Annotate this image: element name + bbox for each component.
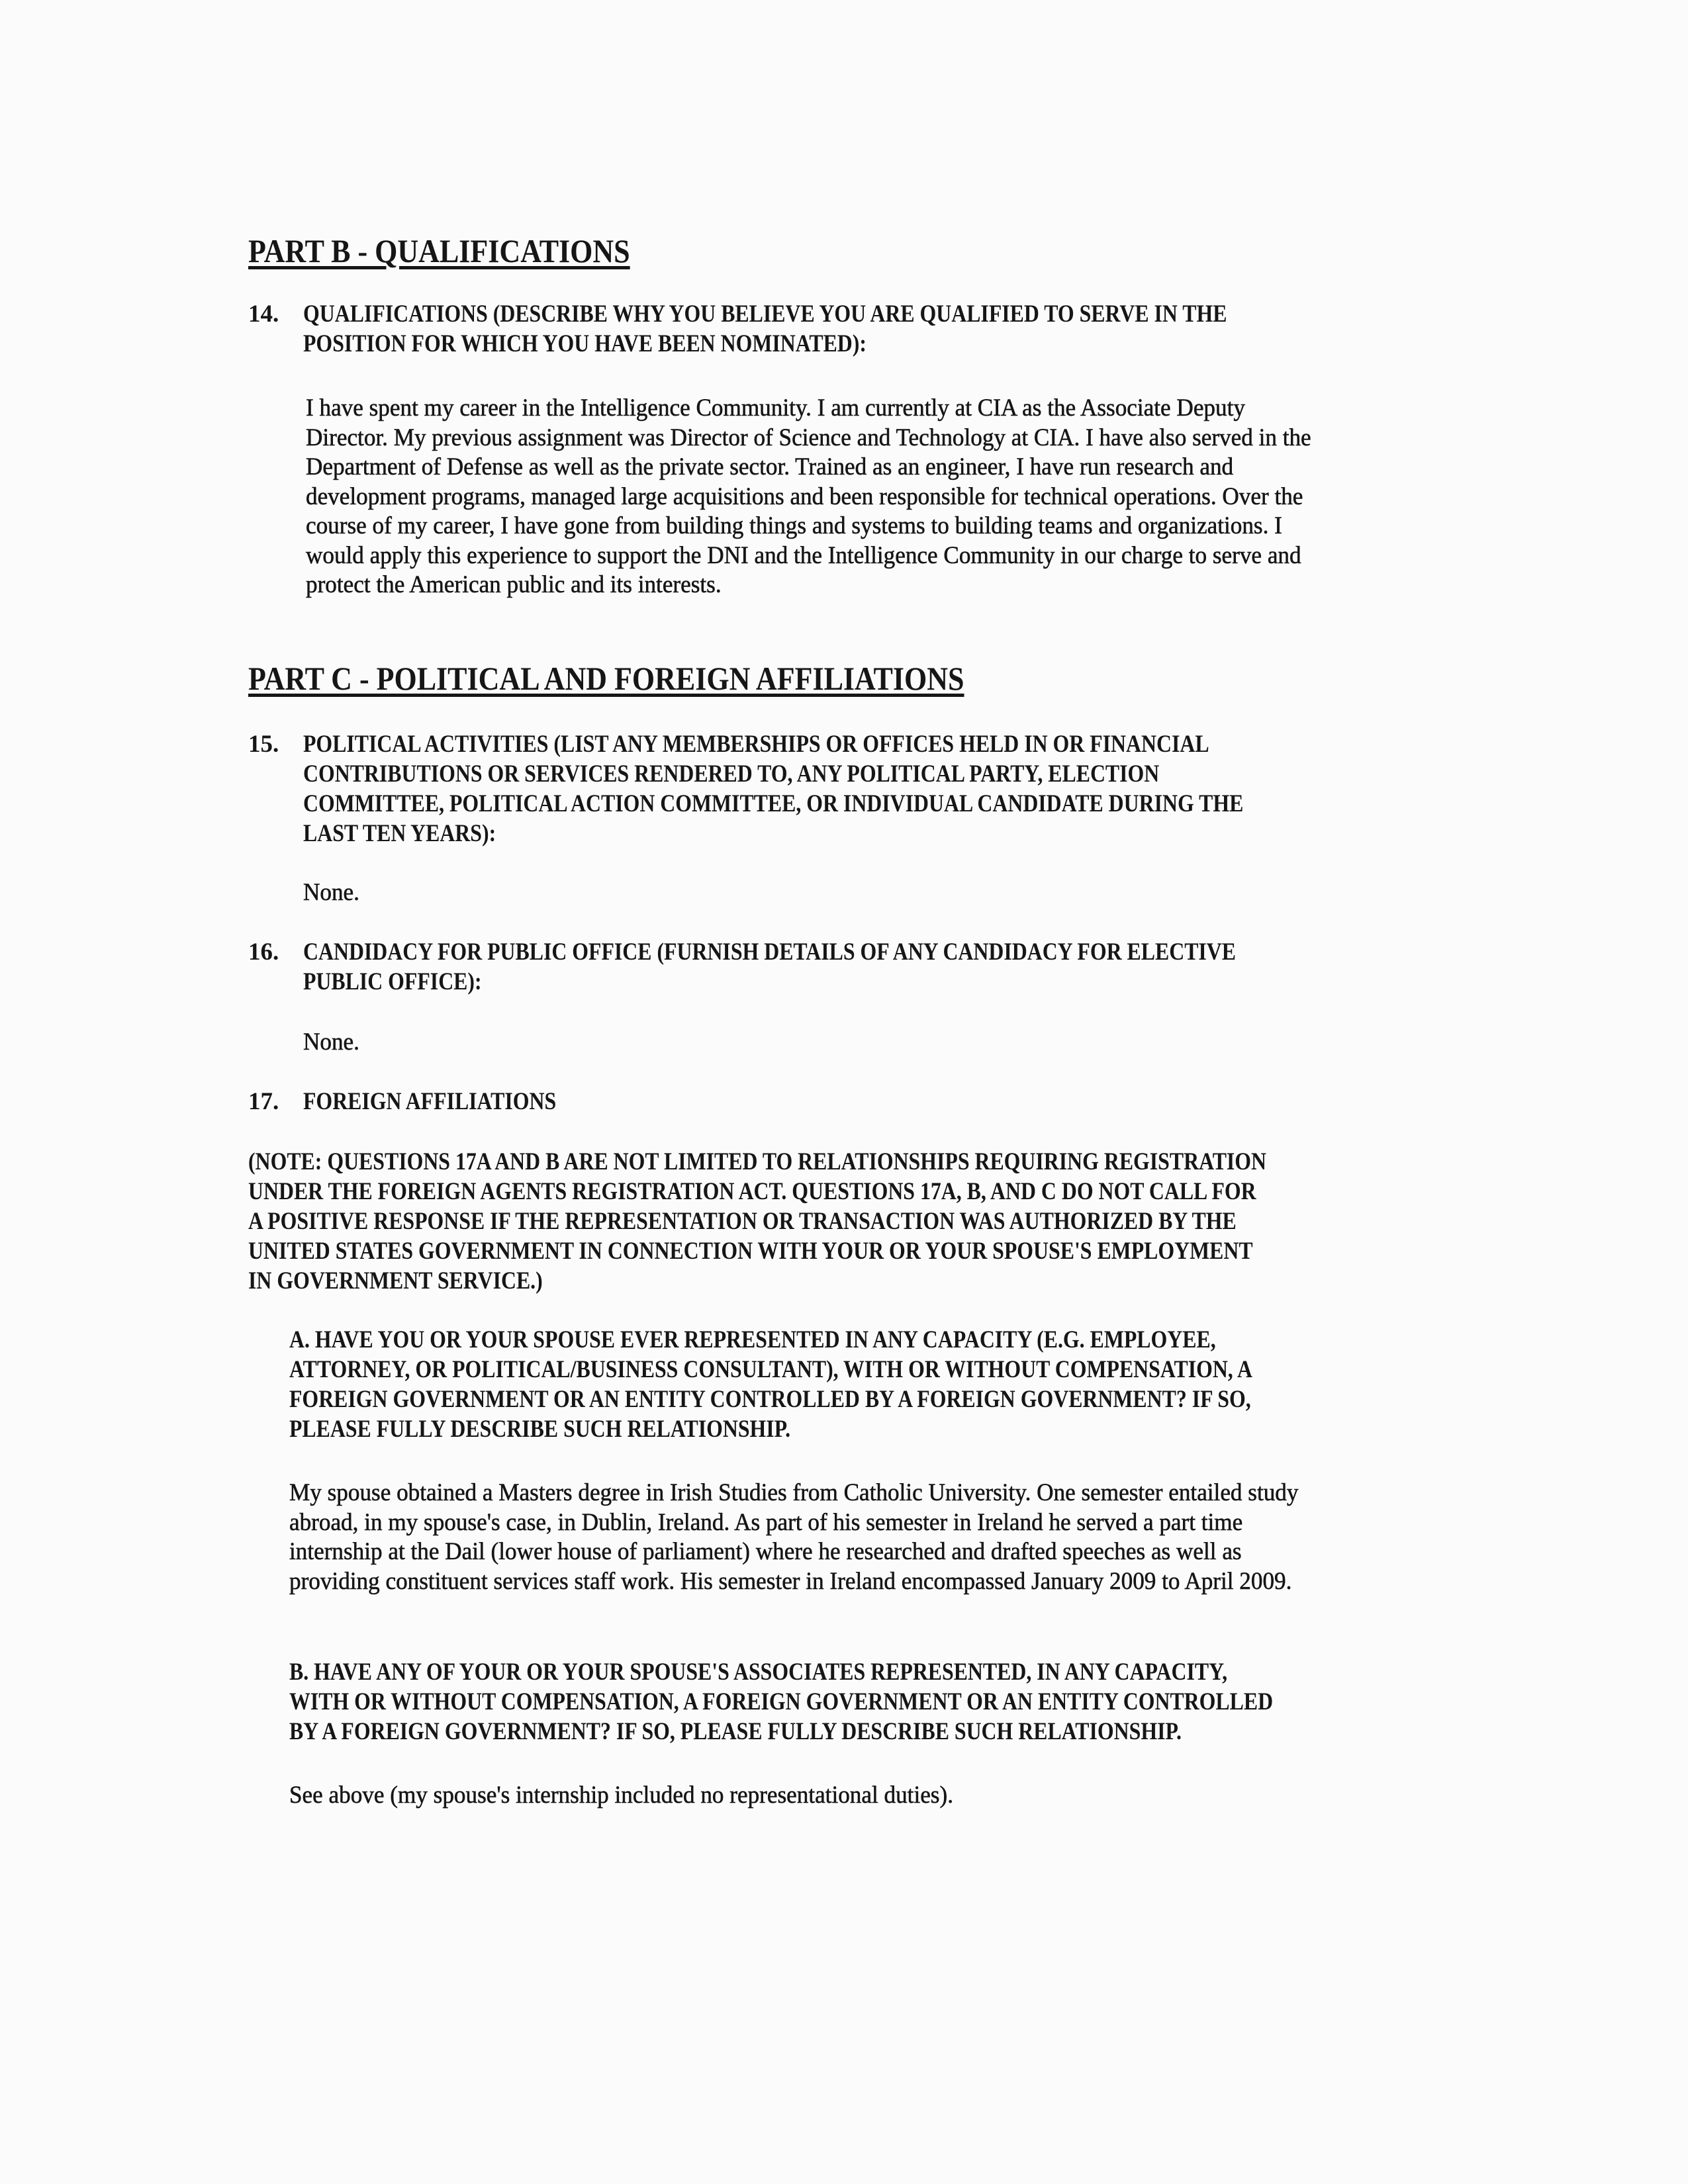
q14-answer: [306, 394, 1311, 600]
question-line: QUALIFICATIONS (DESCRIBE WHY YOU BELIEVE YOU ARE QUALIFIED TO SERVE IN THE: [303, 300, 1227, 328]
question-line: LAST TEN YEARS):: [303, 820, 496, 847]
answer-line: Director. My previous assignment was Director of Science and Technology at CIA. I have also served in the: [306, 424, 1311, 451]
q17-number: 17.: [248, 1088, 279, 1115]
question-line: PLEASE FULLY DESCRIBE SUCH RELATIONSHIP.: [289, 1416, 791, 1443]
answer-line: My spouse obtained a Masters degree in Irish Studies from Catholic University. One semester entailed study: [289, 1479, 1299, 1506]
answer-line: course of my career, I have gone from building things and systems to building teams and organizations. I: [306, 512, 1282, 539]
answer-line: abroad, in my spouse's case, in Dublin, Ireland. As part of his semester in Ireland he served a part time: [289, 1508, 1243, 1536]
part-c-heading: PART C - POLITICAL AND FOREIGN AFFILIATIONS: [248, 660, 964, 697]
q16-answer: None.: [303, 1028, 359, 1056]
q15-question: [303, 729, 1243, 848]
answer-line: I have spent my career in the Intelligence Community. I am currently at CIA as the Associate Deputy: [306, 394, 1245, 422]
question-line: WITH OR WITHOUT COMPENSATION, A FOREIGN GOVERNMENT OR AN ENTITY CONTROLLED: [289, 1688, 1274, 1715]
question-line: CONTRIBUTIONS OR SERVICES RENDERED TO, ANY POLITICAL PARTY, ELECTION: [303, 760, 1160, 788]
q14-number: 14.: [248, 300, 279, 328]
note-line: UNDER THE FOREIGN AGENTS REGISTRATION ACT. QUESTIONS 17A, B, AND C DO NOT CALL FOR: [248, 1178, 1256, 1205]
question-line: POLITICAL ACTIVITIES (LIST ANY MEMBERSHIPS OR OFFICES HELD IN OR FINANCIAL: [303, 731, 1209, 758]
q15-number: 15.: [248, 731, 279, 758]
note-line: A POSITIVE RESPONSE IF THE REPRESENTATION OR TRANSACTION WAS AUTHORIZED BY THE: [248, 1208, 1237, 1235]
q17a-answer: [289, 1479, 1298, 1596]
answer-line: providing constituent services staff work. His semester in Ireland encompassed January 2009 to April 2009.: [289, 1567, 1292, 1595]
q16-number: 16.: [248, 938, 279, 966]
part-b-heading: PART B - QUALIFICATIONS: [248, 232, 630, 269]
q15-answer: None.: [303, 879, 359, 906]
answer-line: would apply this experience to support the DNI and the Intelligence Community in our charge to serve and: [306, 541, 1301, 569]
q17-title: FOREIGN AFFILIATIONS: [303, 1088, 557, 1115]
q14-question: [303, 299, 1227, 359]
answer-line: Department of Defense as well as the private sector. Trained as an engineer, I have run research and: [306, 453, 1234, 480]
q17b-question: [289, 1657, 1273, 1747]
question-line: CANDIDACY FOR PUBLIC OFFICE (FURNISH DETAILS OF ANY CANDIDACY FOR ELECTIVE: [303, 938, 1237, 966]
question-line: B. HAVE ANY OF YOUR OR YOUR SPOUSE'S ASSOCIATES REPRESENTED, IN ANY CAPACITY,: [289, 1659, 1228, 1686]
note-line: UNITED STATES GOVERNMENT IN CONNECTION WITH YOUR OR YOUR SPOUSE'S EMPLOYMENT: [248, 1238, 1253, 1265]
answer-line: development programs, managed large acquisitions and been responsible for technical operations. Over the: [306, 482, 1303, 510]
note-line: IN GOVERNMENT SERVICE.): [248, 1267, 543, 1295]
question-line: FOREIGN GOVERNMENT OR AN ENTITY CONTROLLED BY A FOREIGN GOVERNMENT? IF SO,: [289, 1386, 1251, 1413]
q17b-answer: See above (my spouse's internship included no representational duties).: [289, 1782, 953, 1809]
question-line: A. HAVE YOU OR YOUR SPOUSE EVER REPRESENTED IN ANY CAPACITY (E.G. EMPLOYEE,: [289, 1326, 1216, 1353]
answer-line: protect the American public and its interests.: [306, 571, 722, 598]
q16-question: [303, 937, 1236, 997]
question-line: PUBLIC OFFICE):: [303, 968, 482, 995]
answer-line: internship at the Dail (lower house of parliament) where he researched and drafted speeches as well as: [289, 1538, 1242, 1565]
question-line: ATTORNEY, OR POLITICAL/BUSINESS CONSULTANT), WITH OR WITHOUT COMPENSATION, A: [289, 1356, 1252, 1383]
q17-note: [248, 1147, 1266, 1296]
question-line: BY A FOREIGN GOVERNMENT? IF SO, PLEASE FULLY DESCRIBE SUCH RELATIONSHIP.: [289, 1718, 1182, 1745]
question-line: POSITION FOR WHICH YOU HAVE BEEN NOMINATED):: [303, 330, 867, 357]
q17a-question: [289, 1325, 1252, 1444]
question-line: COMMITTEE, POLITICAL ACTION COMMITTEE, OR INDIVIDUAL CANDIDATE DURING THE: [303, 790, 1244, 817]
note-line: (NOTE: QUESTIONS 17A AND B ARE NOT LIMITED TO RELATIONSHIPS REQUIRING REGISTRATION: [248, 1148, 1267, 1175]
